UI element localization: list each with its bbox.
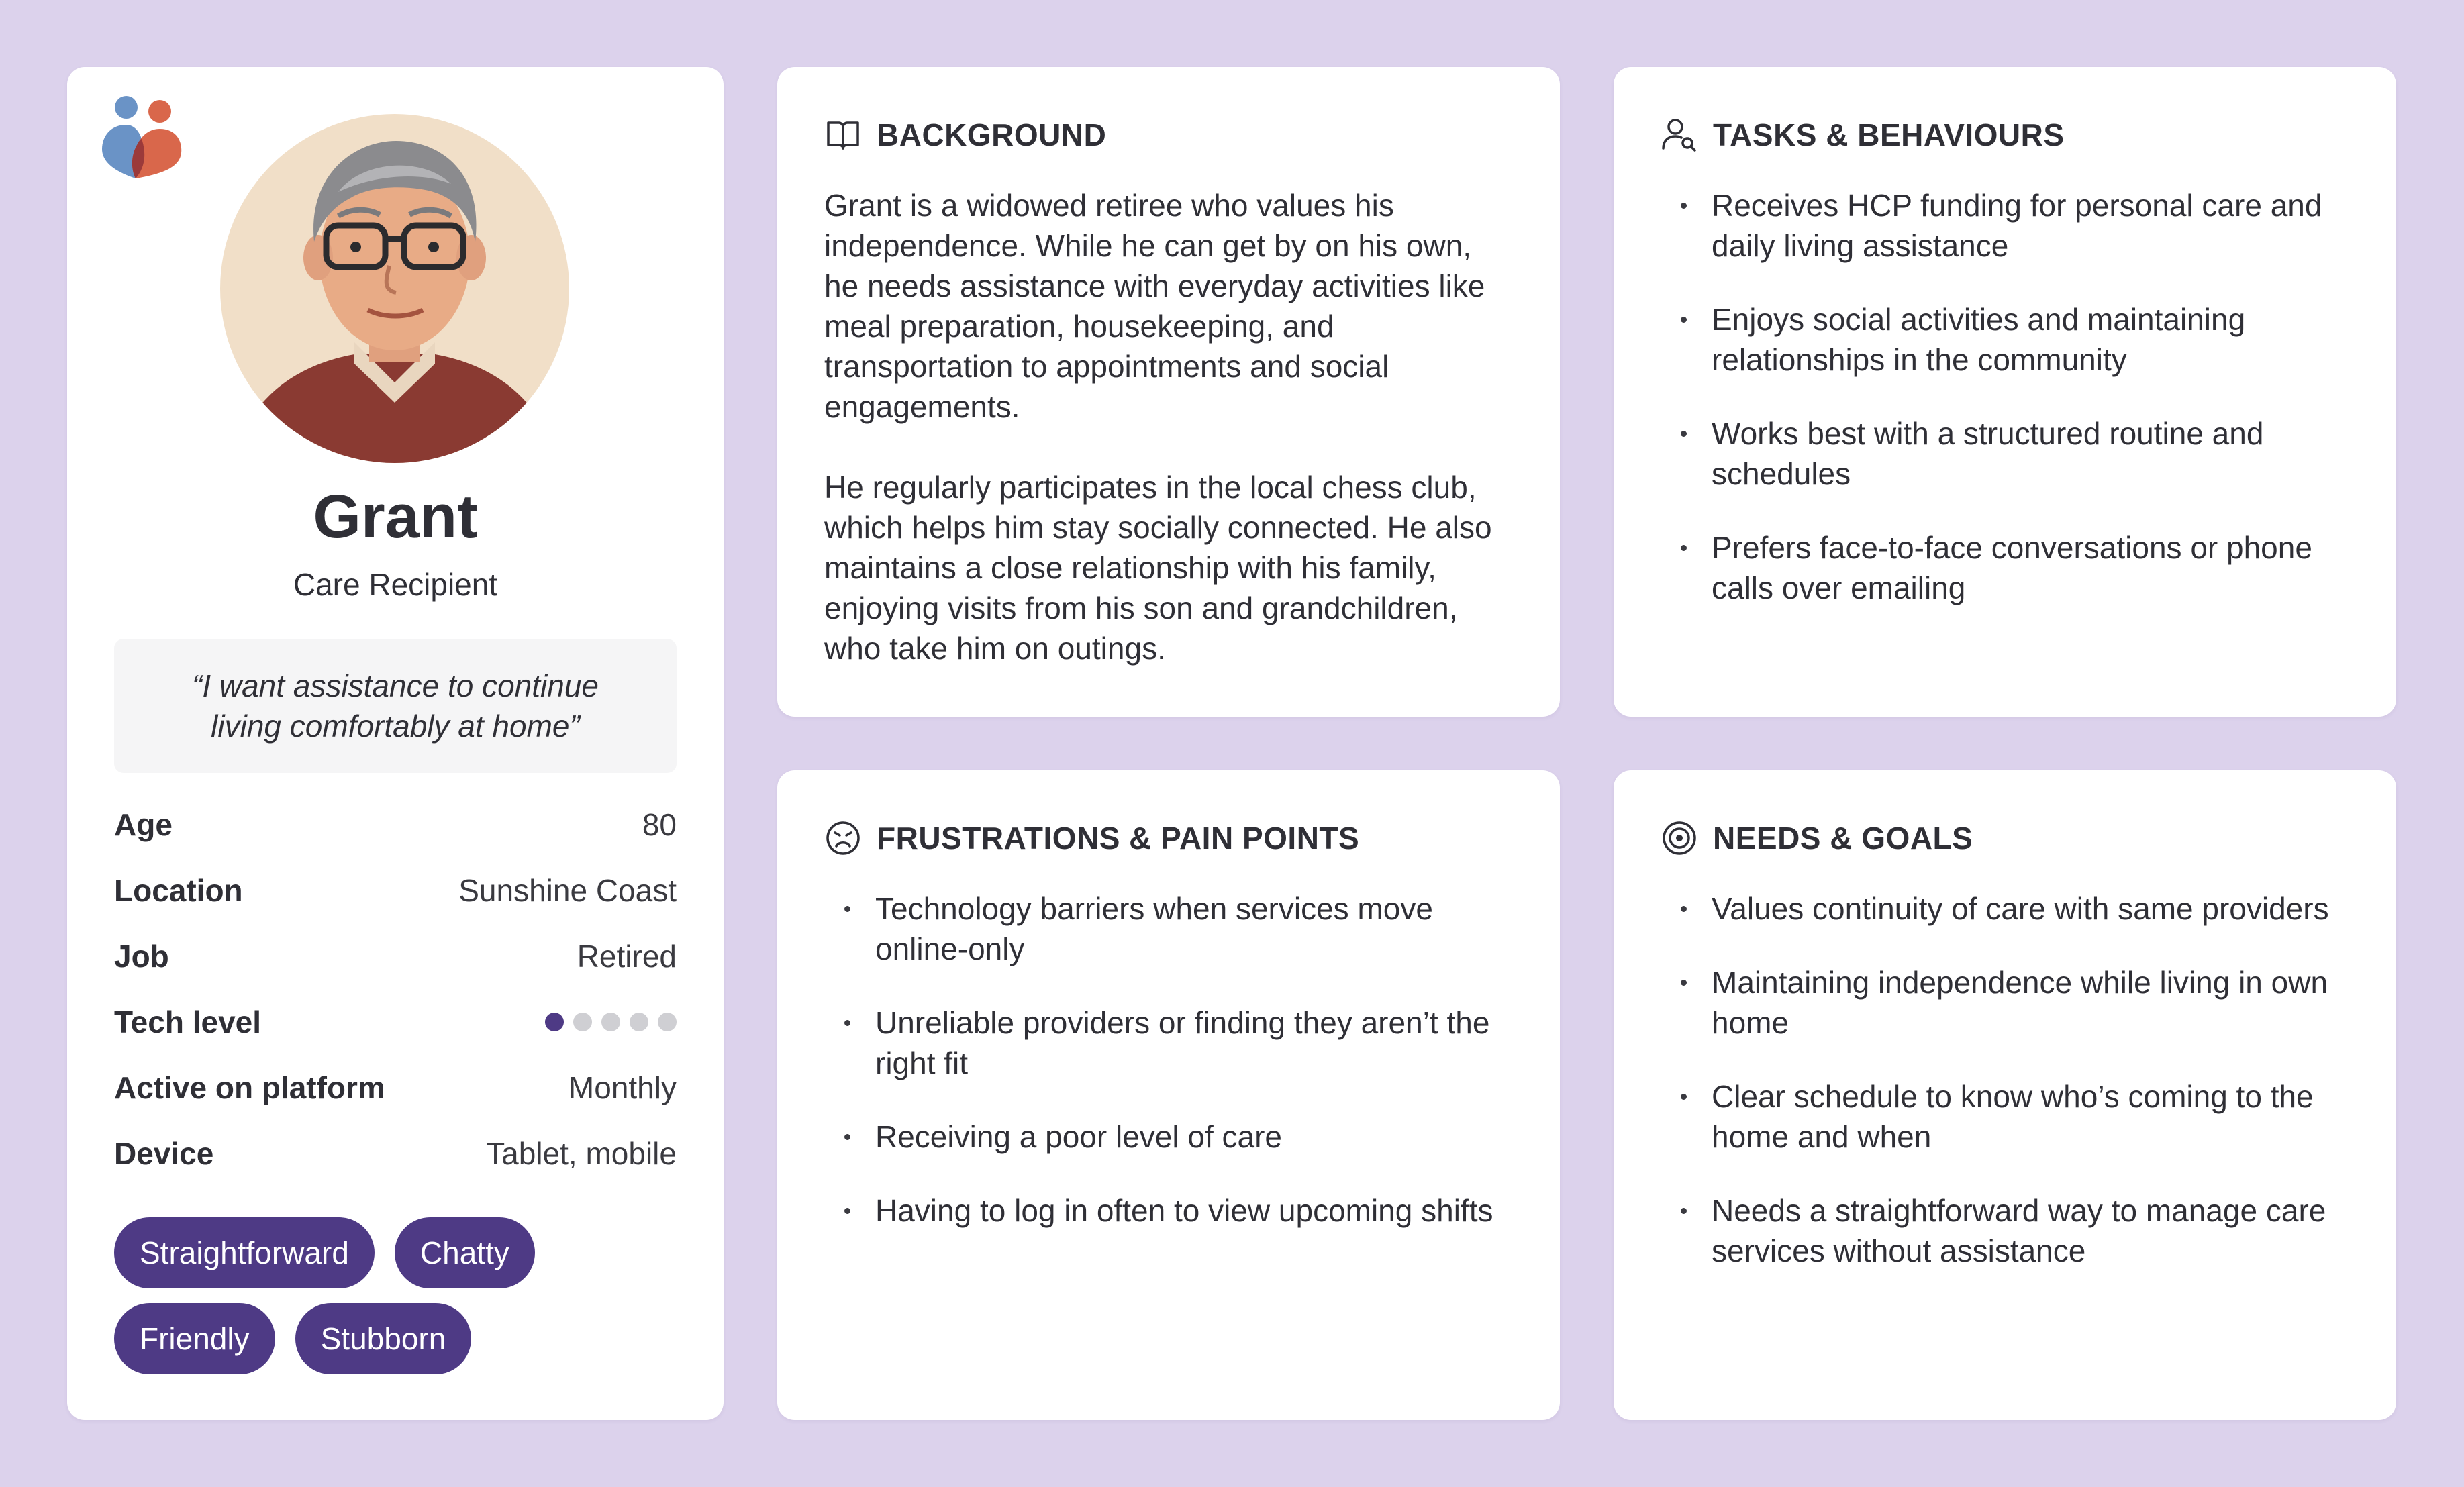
list-item: Clear schedule to know who’s coming to the home and when — [1661, 1076, 2349, 1157]
fact-age — [114, 792, 677, 858]
background-paragraph: He regularly participates in the local chess club, which helps him stay socially connected. He also maintains a close relationship with his family, enjoying visits from his son and grandchildren, who take him on outings. — [824, 470, 1492, 666]
fact-label: Job — [114, 939, 169, 974]
fact-tech-level — [114, 989, 677, 1055]
tech-dot-filled — [545, 1013, 564, 1031]
list-item: Having to log in often to view upcoming shifts — [824, 1190, 1513, 1231]
section-header — [824, 111, 1513, 158]
fact-label: Location — [114, 873, 243, 908]
list-item: Maintaining independence while living in own home — [1661, 962, 2349, 1043]
avatar — [220, 114, 569, 463]
fact-label: Tech level — [114, 1005, 262, 1039]
tag-pill: Straightforward — [114, 1217, 375, 1288]
list-item: Unreliable providers or finding they aren’t the right fit — [824, 1003, 1513, 1083]
tech-level-rating — [545, 1013, 677, 1031]
fact-label: Age — [114, 807, 173, 842]
list-item: Receiving a poor level of care — [824, 1117, 1513, 1157]
section-header — [1661, 111, 2349, 158]
section-title: FRUSTRATIONS & PAIN POINTS — [877, 821, 1360, 856]
tech-dot-empty — [630, 1013, 648, 1031]
target-icon — [1661, 819, 1698, 857]
fact-label: Active on platform — [114, 1070, 385, 1105]
fact-label: Device — [114, 1136, 214, 1171]
list-item: Needs a straightforward way to manage care services without assistance — [1661, 1190, 2349, 1271]
section-title: BACKGROUND — [877, 117, 1107, 152]
quote-box — [114, 639, 677, 773]
list-item: Prefers face-to-face conversations or phone calls over emailing — [1661, 527, 2349, 608]
background-card — [777, 67, 1560, 717]
tag-pill: Chatty — [395, 1217, 535, 1288]
section-header — [824, 815, 1513, 862]
list-item: Works best with a structured routine and schedules — [1661, 413, 2349, 494]
fact-location — [114, 858, 677, 923]
tech-dot-empty — [573, 1013, 592, 1031]
profile-card — [67, 67, 724, 1420]
fact-job — [114, 923, 677, 989]
fact-value: Tablet, mobile — [486, 1136, 677, 1171]
fact-device — [114, 1121, 677, 1186]
tasks-list — [1661, 185, 2349, 608]
fact-value: Retired — [577, 939, 677, 974]
facts-list — [114, 792, 677, 1186]
needs-list — [1661, 888, 2349, 1271]
persona-quote: “I want assistance to continue living comfortably at home” — [192, 668, 599, 744]
list-item: Receives HCP funding for personal care and daily living assistance — [1661, 185, 2349, 266]
persona-role: Care Recipient — [293, 567, 498, 602]
tag-pill: Stubborn — [295, 1303, 472, 1374]
section-title: NEEDS & GOALS — [1713, 821, 1973, 856]
list-item: Enjoys social activities and maintaining relationships in the community — [1661, 299, 2349, 380]
fact-active — [114, 1055, 677, 1121]
frustrations-card — [777, 770, 1560, 1420]
fact-value: Sunshine Coast — [458, 873, 677, 908]
two-people-heart-logo-icon — [98, 93, 185, 180]
persona-name: Grant — [313, 482, 478, 551]
needs-card — [1614, 770, 2396, 1420]
frustrations-list — [824, 888, 1513, 1231]
tech-dot-empty — [601, 1013, 620, 1031]
frown-face-icon — [824, 819, 862, 857]
list-item: Technology barriers when services move online-only — [824, 888, 1513, 969]
tech-dot-empty — [658, 1013, 677, 1031]
tag-pill: Friendly — [114, 1303, 275, 1374]
background-paragraph: Grant is a widowed retiree who values his independence. While he can get by on his own, he needs assistance with everyday activities like meal preparation, housekeeping, and transportation to appointments and social engagements. — [824, 188, 1485, 424]
fact-value: Monthly — [568, 1070, 677, 1105]
list-item: Values continuity of care with same providers — [1661, 888, 2349, 929]
open-book-icon — [824, 116, 862, 154]
section-title: TASKS & BEHAVIOURS — [1713, 117, 2065, 152]
fact-value: 80 — [642, 807, 677, 842]
section-header — [1661, 815, 2349, 862]
person-search-icon — [1661, 116, 1698, 154]
tasks-card — [1614, 67, 2396, 717]
personality-tags — [114, 1217, 677, 1374]
